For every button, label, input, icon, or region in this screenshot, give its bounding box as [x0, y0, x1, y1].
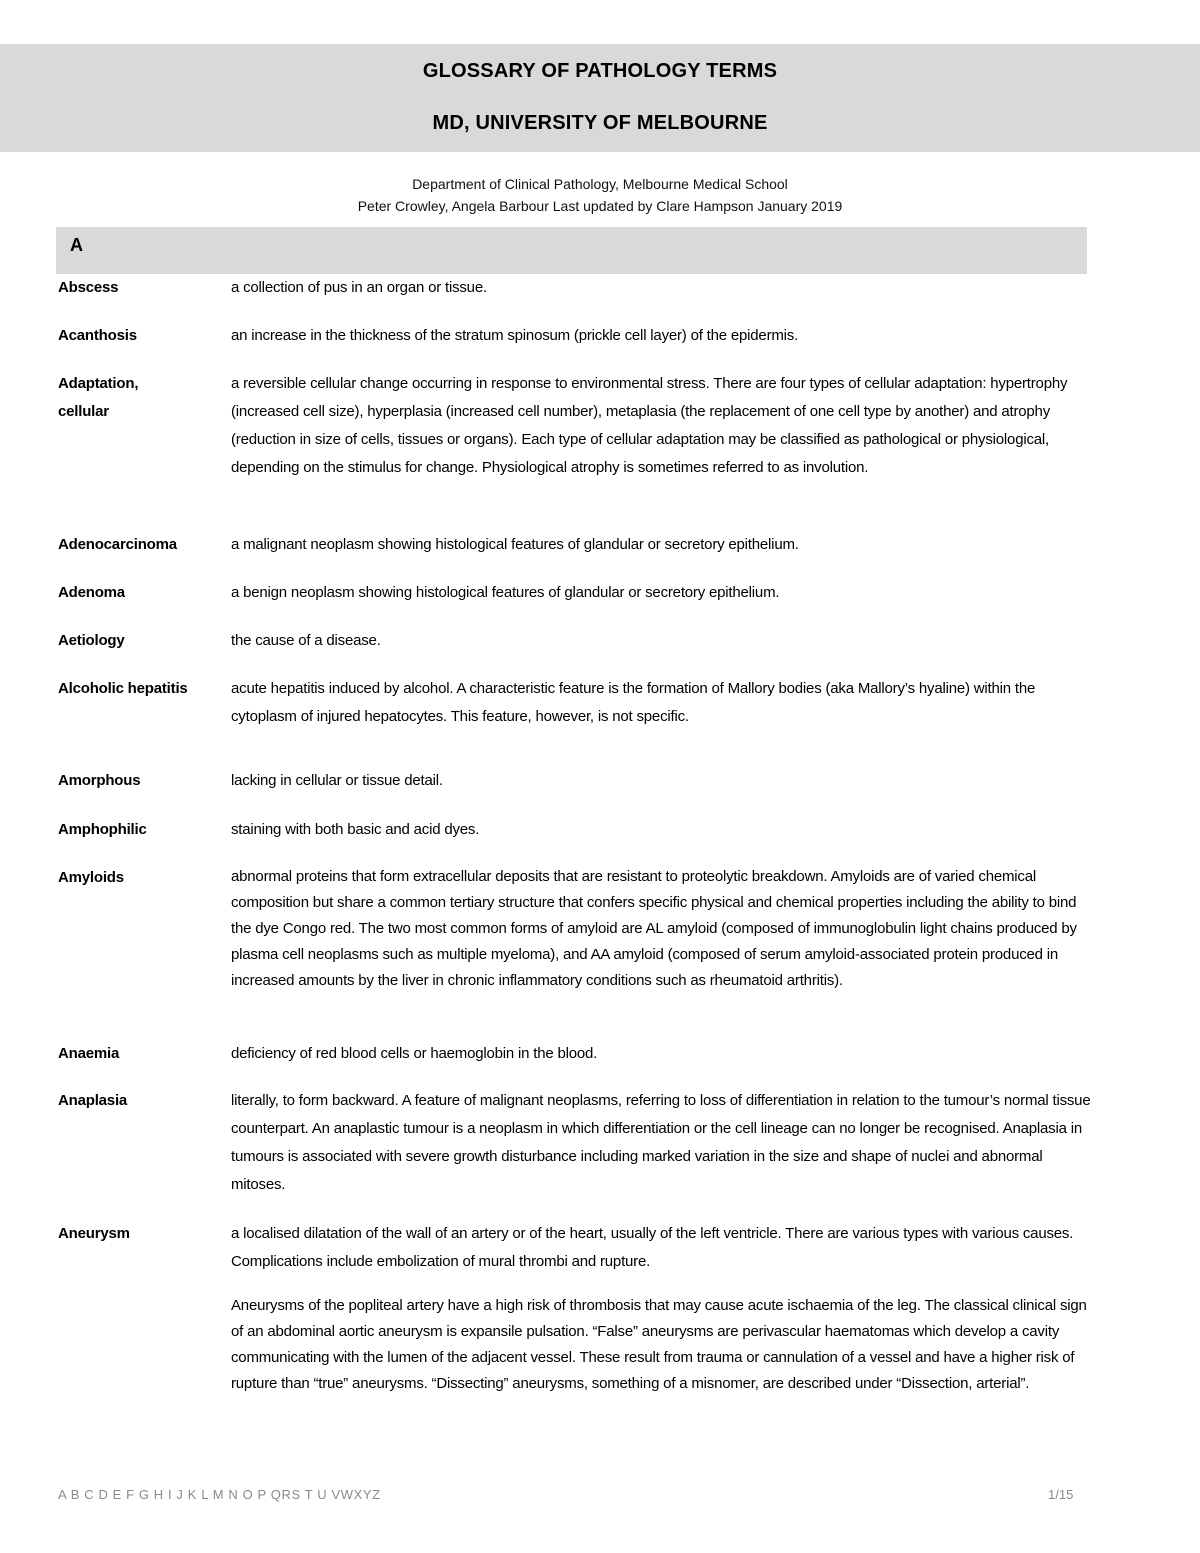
definition-amorphous: lacking in cellular or tissue detail.: [231, 772, 443, 789]
term-adenoma: Adenoma: [58, 584, 125, 601]
definition-anaemia: deficiency of red blood cells or haemoglobin in the blood.: [231, 1045, 598, 1062]
page-number: 1/15: [1048, 1487, 1074, 1502]
definition-aetiology: the cause of a disease.: [231, 632, 381, 649]
term-adaptation-cellular: Adaptation, cellular: [58, 375, 139, 420]
department-line: Department of Clinical Pathology, Melbourne Medical School: [412, 176, 788, 192]
definition-acanthosis: an increase in the thickness of the stratum spinosum (prickle cell layer) of the epidermis.: [231, 327, 799, 344]
term-amyloids: Amyloids: [58, 869, 124, 886]
definition-aneurysm-continued: Aneurysms of the popliteal artery have a high risk of thrombosis that may cause acute ischaemia of the leg. The classical clinical sign of an abdominal aortic aneurysm is expansile pulsation. “False” aneurysms are perivascular haematomas which develop a cavity communicating with the lumen of the adjacent vessel. These result from trauma or cannulation of a vessel and have a higher risk of rupture than “true” aneurysms. “Dissecting” aneurysms, something of a misnomer, are described under “Dissection, arterial”.: [231, 1297, 1087, 1392]
authors-line: Peter Crowley, Angela Barbour Last updated by Clare Hampson January 2019: [357, 198, 843, 214]
document-title: GLOSSARY OF PATHOLOGY TERMS: [422, 60, 778, 82]
definition-abscess: a collection of pus in an organ or tissue.: [231, 279, 487, 296]
definition-amphophilic: staining with both basic and acid dyes.: [231, 821, 480, 838]
section-header-a: [56, 227, 1087, 274]
term-amphophilic: Amphophilic: [58, 821, 147, 838]
term-anaplasia: Anaplasia: [58, 1092, 128, 1109]
term-acanthosis: Acanthosis: [58, 327, 137, 344]
term-aetiology: Aetiology: [58, 632, 125, 649]
term-adenocarcinoma: Adenocarcinoma: [58, 536, 177, 553]
definition-aneurysm: a localised dilatation of the wall of an artery or of the heart, usually of the left ventricle. There are various types with various causes. Complications include embolization of mural thrombi and rupture.: [231, 1225, 1074, 1270]
definition-adenoma: a benign neoplasm showing histological features of glandular or secretory epithelium.: [231, 584, 780, 601]
term-amorphous: Amorphous: [58, 772, 141, 789]
section-letter: A: [70, 235, 83, 255]
term-anaemia: Anaemia: [58, 1045, 120, 1062]
term-aneurysm: Aneurysm: [58, 1225, 130, 1242]
definition-amyloids: abnormal proteins that form extracellular deposits that are resistant to proteolytic breakdown. Amyloids are of varied chemical composition but share a common tertiary structure that confers specific physical and chemical properties including the ability to bind the dye Congo red. The two most common forms of amyloid are AL amyloid (composed of immunoglobulin light chains produced by plasma cell neoplasms such as multiple myeloma), and AA amyloid (composed of serum amyloid-associated protein produced in increased amounts by the liver in chronic inflammatory conditions such as rheumatoid arthritis).: [231, 868, 1077, 989]
term-abscess: Abscess: [58, 279, 119, 296]
definition-alcoholic-hepatitis: acute hepatitis induced by alcohol. A characteristic feature is the formation of Mallory bodies (aka Mallory’s hyaline) within the cytoplasm of injured hepatocytes. This feature, however, is not specific.: [231, 680, 1036, 725]
definition-anaplasia: literally, to form backward. A feature of malignant neoplasms, referring to loss of differentiation in relation to the tumour’s normal tissue counterpart. An anaplastic tumour is a neoplasm in which differentiation or the cell lineage can no longer be recognised. Anaplasia in tumours is associated with severe growth disturbance including marked variation in the size and shape of nuclei and abnormal mitoses.: [231, 1092, 1091, 1193]
definition-adenocarcinoma: a malignant neoplasm showing histological features of glandular or secretory epithelium.: [231, 536, 799, 553]
term-alcoholic-hepatitis: Alcoholic hepatitis: [58, 680, 188, 697]
definition-adaptation-cellular: a reversible cellular change occurring in response to environmental stress. There are four types of cellular adaptation: hypertrophy (increased cell size), hyperplasia (increased cell number), metaplasia (the replacement of one cell type by another) and atrophy (reduction in size of cells, tissues or organs). Each type of cellular adaptation may be classified as pathological or physiological, depending on the stimulus for change. Physiological atrophy is sometimes referred to as involution.: [231, 375, 1068, 476]
document-subtitle: MD, UNIVERSITY OF MELBOURNE: [432, 112, 768, 134]
alphabet-index: A B C D E F G H I J K L M N O P QRS T U VWXYZ: [58, 1487, 381, 1502]
